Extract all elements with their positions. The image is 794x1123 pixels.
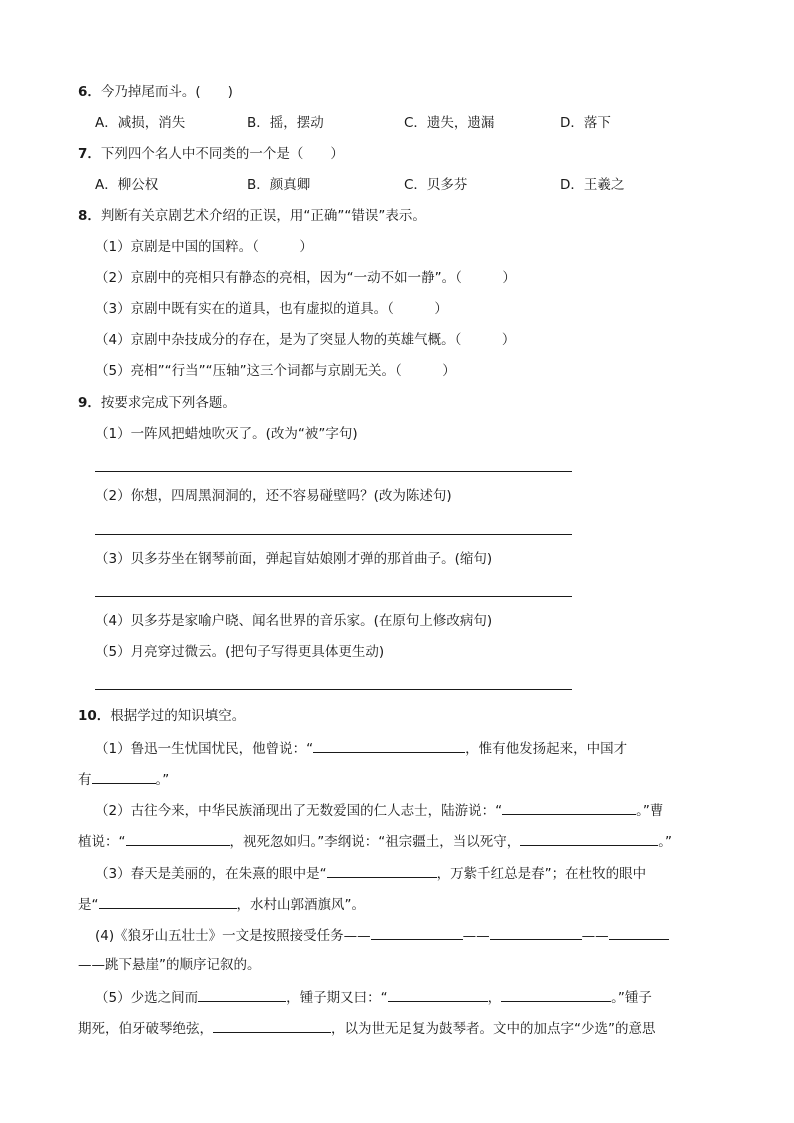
fill-blank[interactable] — [490, 924, 582, 940]
fill-text: —— — [581, 928, 609, 944]
exercise-item-3: （3）贝多芬坐在钢琴前面，弹起盲姑娘刚才弹的那首曲子。(缩句) — [95, 551, 493, 567]
judgement-item-2: （2）京剧中的亮相只有静态的亮相，因为“一动不如一静”。（ ） — [95, 270, 516, 286]
fill-text: 。” — [155, 772, 170, 788]
question-stem: 下列四个名人中不同类的一个是（ ） — [100, 146, 344, 162]
fill-text: ，以为世无足复为鼓琴者。文中的加点字“少选”的意思 — [331, 1021, 656, 1037]
judgement-item-5: （5）亮相”“行当”“压轴”这三个词都与京剧无关。（ ） — [95, 363, 456, 379]
fill-text: ， — [487, 990, 502, 1006]
fill-item-1-line-1 — [95, 737, 627, 759]
fill-text: ，视死忽如归。”李纲说：“祖宗疆土，当以死守， — [229, 834, 521, 850]
fill-item-3-line-2 — [78, 893, 365, 915]
fill-blank[interactable] — [371, 924, 463, 940]
fill-blank[interactable] — [313, 737, 465, 753]
fill-text: （5）少选之间而 — [95, 990, 199, 1006]
option-c: C．遗失，遗漏 — [404, 115, 495, 131]
fill-text: （1）鲁迅一生忧国忧民，他曾说：“ — [95, 741, 314, 757]
fill-blank[interactable] — [99, 893, 237, 909]
fill-text: —— — [462, 928, 490, 944]
fill-blank[interactable] — [92, 768, 156, 784]
exercise-item-2: （2）你想，四周黑洞洞的，还不容易碰壁吗？(改为陈述句) — [95, 488, 452, 504]
option-a: A．减损，消失 — [95, 115, 186, 131]
fill-text: 。” — [658, 834, 672, 850]
option-b: B．颜真卿 — [247, 177, 311, 193]
exercise-item-1: （1）一阵风把蜡烛吹灭了。(改为“被”字句) — [95, 426, 358, 442]
fill-blank[interactable] — [327, 862, 437, 878]
option-d: D．落下 — [560, 115, 611, 131]
fill-blank[interactable] — [609, 924, 669, 940]
question-number: 10． — [78, 708, 111, 724]
question-8 — [78, 206, 426, 226]
fill-blank[interactable] — [502, 799, 636, 815]
fill-blank[interactable] — [213, 1017, 331, 1033]
fill-blank[interactable] — [501, 986, 611, 1002]
answer-line[interactable] — [95, 471, 572, 472]
fill-text: ，万紫千红总是春”；在杜牧的眼中 — [436, 866, 647, 882]
fill-item-5-line-2 — [78, 1017, 656, 1039]
option-a: A．柳公权 — [95, 177, 159, 193]
question-6 — [78, 82, 233, 102]
fill-text: ，惟有他发扬起来，中国才 — [465, 741, 628, 757]
answer-line[interactable] — [95, 689, 572, 690]
fill-blank[interactable] — [126, 830, 230, 846]
question-number: 8． — [78, 208, 101, 224]
fill-text: 期死，伯牙破琴绝弦， — [78, 1021, 213, 1037]
fill-text: 是“ — [78, 897, 99, 913]
question-number: 6． — [78, 84, 101, 100]
option-d: D．王羲之 — [560, 177, 625, 193]
judgement-item-3: （3）京剧中既有实在的道具，也有虚拟的道具。（ ） — [95, 301, 448, 317]
judgement-item-4: （4）京剧中杂技成分的存在，是为了突显人物的英雄气概。（ ） — [95, 332, 516, 348]
fill-text: （2）古往今来，中华民族涌现出了无数爱国的仁人志士，陆游说：“ — [95, 803, 503, 819]
fill-text: ，锺子期又曰：“ — [286, 990, 388, 1006]
fill-item-4-line-1 — [95, 924, 669, 946]
question-number: 9． — [78, 395, 101, 411]
fill-text: ，水村山郭酒旗风”。 — [236, 897, 365, 913]
fill-item-5-line-1 — [95, 986, 652, 1008]
fill-blank[interactable] — [198, 986, 286, 1002]
fill-text: 植说：“ — [78, 834, 126, 850]
answer-line[interactable] — [95, 534, 572, 535]
question-stem: 按要求完成下列各题。 — [100, 395, 236, 411]
question-stem: 根据学过的知识填空。 — [110, 708, 246, 724]
fill-item-1-line-2 — [78, 768, 169, 790]
question-9 — [78, 393, 236, 413]
fill-text: 。”曹 — [636, 803, 664, 819]
question-7 — [78, 144, 344, 164]
fill-text: 。”锺子 — [611, 990, 652, 1006]
answer-line[interactable] — [95, 596, 572, 597]
fill-item-2-line-1 — [95, 799, 663, 821]
fill-item-2-line-2 — [78, 830, 672, 852]
question-stem: 今乃掉尾而斗。( ) — [100, 84, 233, 100]
option-c: C．贝多芬 — [404, 177, 468, 193]
question-number: 7． — [78, 146, 101, 162]
fill-text: （3）春天是美丽的，在朱熹的眼中是“ — [95, 866, 327, 882]
fill-text: (4)《狼牙山五壮士》一文是按照接受任务—— — [95, 928, 371, 944]
fill-blank[interactable] — [388, 986, 488, 1002]
fill-text: 有 — [78, 772, 92, 788]
fill-item-3-line-1 — [95, 862, 646, 884]
option-b: B．摇，摆动 — [247, 115, 324, 131]
fill-blank[interactable] — [520, 830, 658, 846]
fill-item-4-line-2: ——跳下悬崖”的顺序记叙的。 — [78, 957, 261, 973]
exercise-item-5: （5）月亮穿过微云。(把句子写得更具体更生动) — [95, 644, 385, 660]
exercise-item-4: （4）贝多芬是家喻户晓、闻名世界的音乐家。(在原句上修改病句) — [95, 613, 493, 629]
question-stem: 判断有关京剧艺术介绍的正误，用“正确”“错误”表示。 — [100, 208, 426, 224]
judgement-item-1: （1）京剧是中国的国粹。（ ） — [95, 239, 313, 255]
question-10 — [78, 706, 245, 726]
